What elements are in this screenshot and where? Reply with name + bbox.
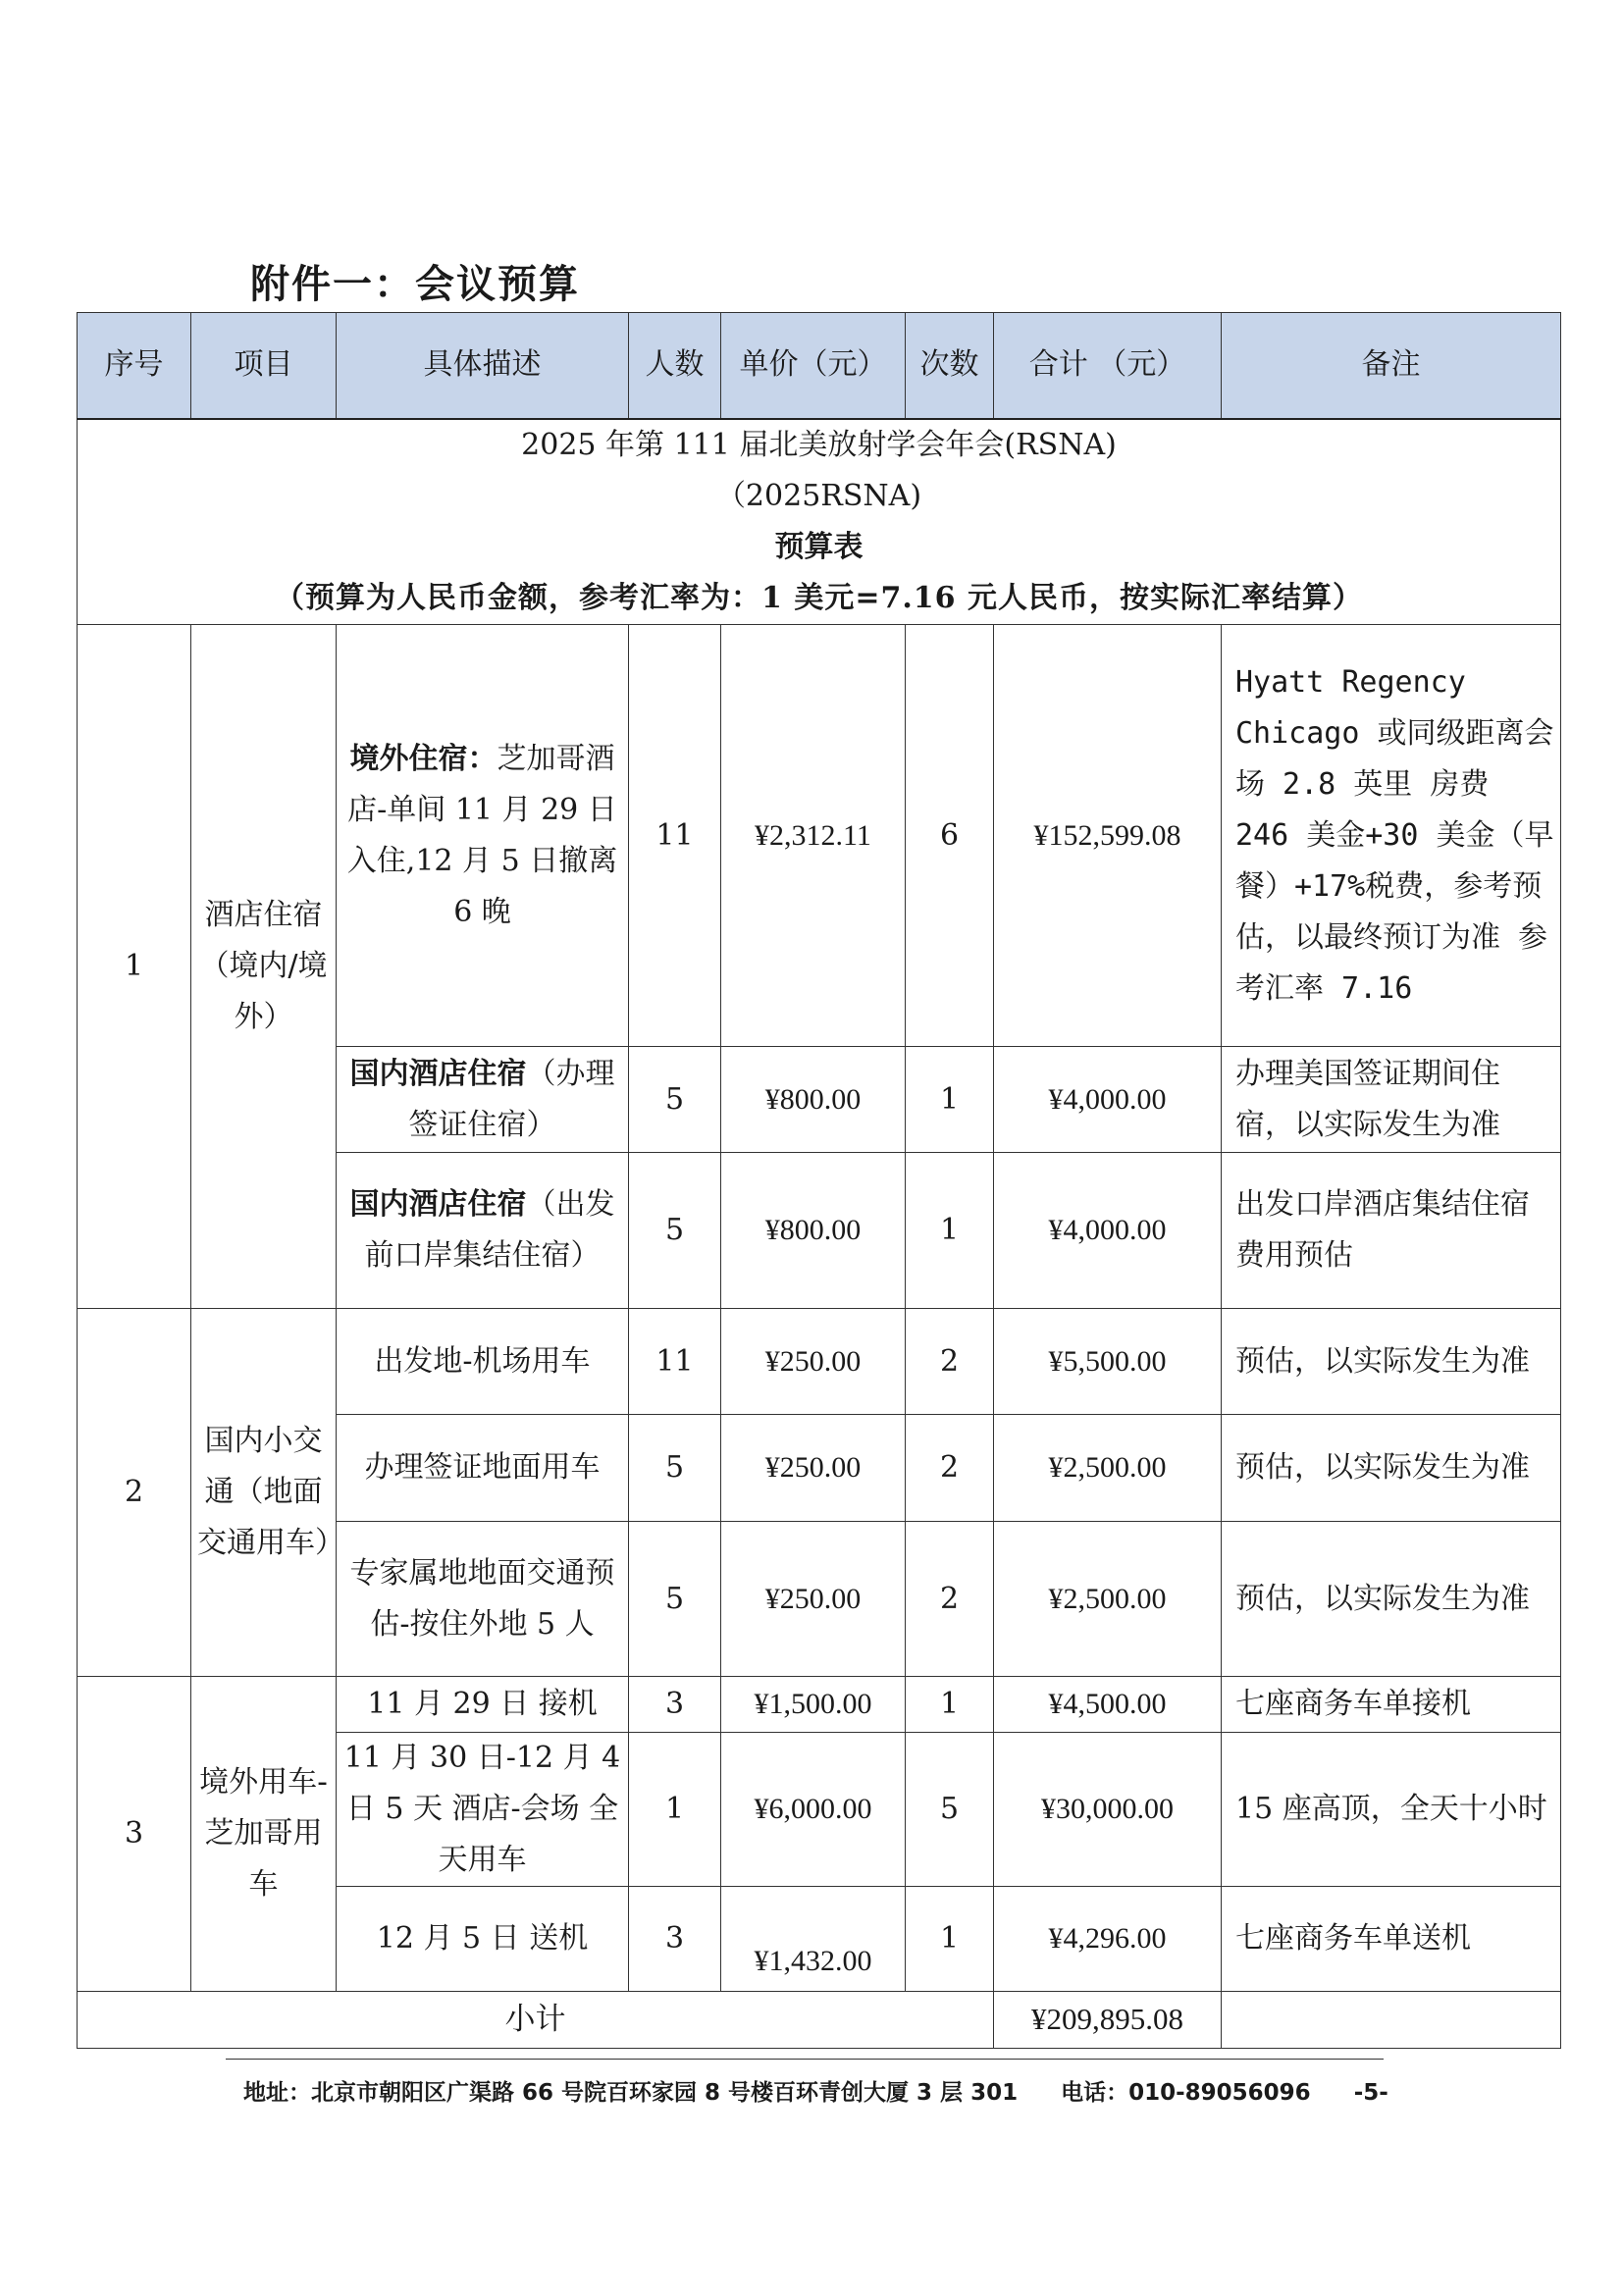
times-cell: 2 (906, 1521, 994, 1677)
times-cell: 2 (906, 1309, 994, 1415)
times-cell: 1 (906, 1677, 994, 1732)
category-bold: 国内小交通 (204, 1424, 323, 1510)
description-bold: 国内酒店住宿 (349, 1056, 527, 1091)
people-cell: 5 (629, 1046, 721, 1152)
total-cell: ¥4,296.00 (994, 1887, 1222, 1991)
description-bold: 国内酒店住宿 (349, 1187, 527, 1223)
col-header-times: 次数 (906, 313, 994, 419)
subtotal-total: ¥209,895.08 (994, 1991, 1222, 2048)
conference-title: 2025 年第 111 届北美放射学会年会(RSNA) (521, 427, 1117, 462)
col-header-unit-price: 单价（元） (721, 313, 906, 419)
page-heading: 附件一：会议预算 (250, 262, 580, 307)
total-cell: ¥4,500.00 (994, 1677, 1222, 1732)
table-row (78, 1677, 1561, 1732)
note-cell: 预估，以实际发生为准 (1222, 1309, 1561, 1415)
col-header-note: 备注 (1222, 313, 1561, 419)
total-cell: ¥152,599.08 (994, 625, 1222, 1047)
people-cell: 3 (629, 1677, 721, 1732)
subtotal-label: 小计 (78, 1991, 994, 2048)
total-cell: ¥2,500.00 (994, 1521, 1222, 1677)
description-text: （办理签证住宿） (408, 1056, 615, 1142)
people-cell: 11 (629, 625, 721, 1047)
description-cell: 11 月 30 日-12 月 4 日 5 天 酒店-会场 全天用车 (337, 1732, 629, 1887)
description-cell (337, 1153, 629, 1309)
unit-price-cell: ¥2,312.11 (721, 625, 906, 1047)
page-number: -5- (1353, 2080, 1388, 2106)
people-cell: 5 (629, 1415, 721, 1521)
description-text: （出发前口岸集结住宿） (364, 1187, 615, 1274)
description-text: 芝加哥酒店-单间 11 月 29 日入住,12 月 5 日撤离 6 晚 (346, 741, 618, 929)
times-cell: 1 (906, 1153, 994, 1309)
description-cell: 出发地-机场用车 (337, 1309, 629, 1415)
unit-price-cell: ¥6,000.00 (721, 1732, 906, 1887)
total-cell: ¥2,500.00 (994, 1415, 1222, 1521)
times-cell: 1 (906, 1046, 994, 1152)
unit-price-cell: ¥800.00 (721, 1046, 906, 1152)
description-cell: 12 月 5 日 送机 (337, 1887, 629, 1991)
unit-price-cell: ¥1,500.00 (721, 1677, 906, 1732)
col-header-item: 项目 (191, 313, 337, 419)
table-title-block (78, 419, 1561, 625)
people-cell: 3 (629, 1887, 721, 1991)
people-cell: 1 (629, 1732, 721, 1887)
category-text: （地面交通用车） (197, 1475, 344, 1561)
people-cell: 5 (629, 1521, 721, 1677)
conference-subtitle: （2025RSNA) (715, 478, 922, 513)
unit-price-cell: ¥250.00 (721, 1415, 906, 1521)
budget-table (77, 312, 1561, 2049)
people-cell: 11 (629, 1309, 721, 1415)
category-cell: 境外用车-芝加哥用车 (191, 1677, 337, 1991)
note-cell: 出发口岸酒店集结住宿费用预估 (1222, 1153, 1561, 1309)
description-cell (337, 1046, 629, 1152)
subtotal-row (78, 1991, 1561, 2048)
col-header-no: 序号 (78, 313, 191, 419)
category-cell: 酒店住宿（境内/境外） (191, 625, 337, 1309)
row-number: 1 (78, 625, 191, 1309)
note-cell: 预估，以实际发生为准 (1222, 1521, 1561, 1677)
description-bold: 境外住宿： (349, 741, 497, 776)
col-header-description: 具体描述 (337, 313, 629, 419)
people-cell: 5 (629, 1153, 721, 1309)
row-number: 3 (78, 1677, 191, 1991)
description-cell (337, 625, 629, 1047)
description-cell: 办理签证地面用车 (337, 1415, 629, 1521)
footer-address: 地址：北京市朝阳区广渠路 66 号院百环家园 8 号楼百环青创大厦 3 层 301 (243, 2080, 1019, 2106)
times-cell: 6 (906, 625, 994, 1047)
category-cell (191, 1309, 344, 1677)
unit-price-cell: ¥250.00 (721, 1521, 906, 1677)
table-title-row (78, 419, 1561, 625)
budget-table-title: 预算表 (774, 529, 864, 564)
note-cell: 预估，以实际发生为准 (1222, 1415, 1561, 1521)
row-number: 2 (78, 1309, 191, 1677)
col-header-total: 合计 （元） (994, 313, 1222, 419)
note-cell: Hyatt Regency Chicago 或同级距离会场 2.8 英里 房费 246 美金+30 美金（早餐）+17%税费，参考预估，以最终预订为准 参考汇率 7.16 (1222, 625, 1561, 1047)
description-cell: 11 月 29 日 接机 (337, 1677, 629, 1732)
note-cell: 办理美国签证期间住宿，以实际发生为准 (1222, 1046, 1561, 1152)
description-cell: 专家属地地面交通预估-按住外地 5 人 (337, 1521, 629, 1677)
note-cell: 15 座高顶，全天十小时 (1222, 1732, 1561, 1887)
total-cell: ¥30,000.00 (994, 1732, 1222, 1887)
table-row (78, 1309, 1561, 1415)
note-cell: 七座商务车单接机 (1222, 1677, 1561, 1732)
unit-price-cell: ¥1,432.00 (721, 1887, 906, 1991)
total-cell: ¥5,500.00 (994, 1309, 1222, 1415)
table-row (78, 625, 1561, 1047)
total-cell: ¥4,000.00 (994, 1153, 1222, 1309)
footer-phone: 电话：010-89056096 (1061, 2080, 1311, 2106)
table-header-row (78, 313, 1561, 419)
footer-divider (226, 2059, 1384, 2060)
unit-price-cell: ¥800.00 (721, 1153, 906, 1309)
total-cell: ¥4,000.00 (994, 1046, 1222, 1152)
times-cell: 2 (906, 1415, 994, 1521)
col-header-people: 人数 (629, 313, 721, 419)
subtotal-note (1222, 1991, 1561, 2048)
unit-price-cell: ¥250.00 (721, 1309, 906, 1415)
page-footer (243, 2074, 1424, 2107)
note-cell: 七座商务车单送机 (1222, 1887, 1561, 1991)
times-cell: 5 (906, 1732, 994, 1887)
times-cell: 1 (906, 1887, 994, 1991)
exchange-rate-note: （预算为人民币金额，参考汇率为：1 美元=7.16 元人民币，按实际汇率结算） (275, 580, 1363, 615)
